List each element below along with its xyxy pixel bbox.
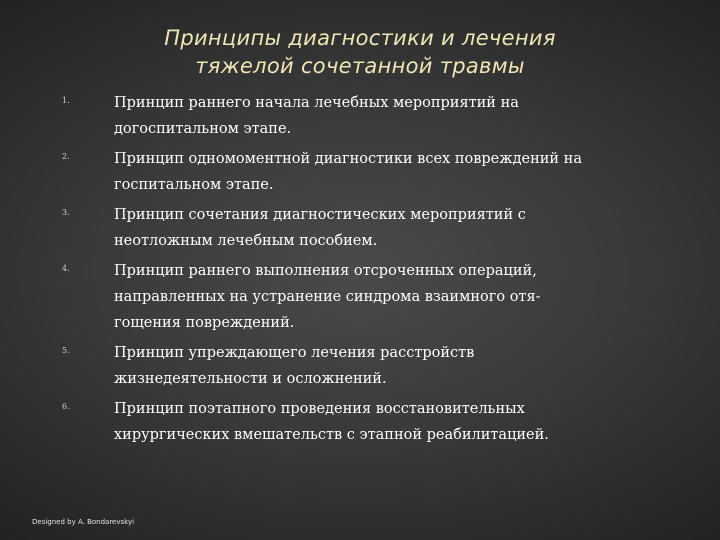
title-line-1: Принципы диагностики и лечения <box>164 26 556 50</box>
item-line: Принцип поэтапного проведения восстановительных <box>114 401 525 417</box>
item-number: 2. <box>62 152 70 161</box>
item-line: неотложным лечебным пособием. <box>114 233 378 249</box>
item-text <box>114 202 614 254</box>
item-line: госпитальном этапе. <box>114 177 274 193</box>
item-line: хирургических вмешательств с этапной реабилитацией. <box>114 427 549 443</box>
item-line: Принцип сочетания диагностических мероприятий с <box>114 207 526 223</box>
item-number: 3. <box>62 208 70 217</box>
item-line: гощения повреждений. <box>114 315 295 331</box>
item-number: 1. <box>62 96 70 105</box>
item-text <box>114 90 614 142</box>
item-line: Принцип раннего начала лечебных мероприятий на <box>114 95 519 111</box>
item-text <box>114 340 614 392</box>
footer-credit: Designed by A. Bondarevskyi <box>32 518 135 526</box>
item-line: Принцип упреждающего лечения расстройств <box>114 345 475 361</box>
item-text <box>114 146 614 198</box>
item-line: направленных на устранение синдрома взаимного отя- <box>114 289 541 305</box>
item-text <box>114 258 614 336</box>
item-number: 6. <box>62 402 70 411</box>
item-text <box>114 396 614 448</box>
title-line-2: тяжелой сочетанной травмы <box>195 54 525 78</box>
item-line: жизнедеятельности и осложнений. <box>114 371 387 387</box>
item-line: догоспитальном этапе. <box>114 121 292 137</box>
item-number: 5. <box>62 346 70 355</box>
item-line: Принцип раннего выполнения отсроченных операций, <box>114 263 537 279</box>
item-line: Принцип одномоментной диагностики всех повреждений на <box>114 151 582 167</box>
item-number: 4. <box>62 264 70 273</box>
